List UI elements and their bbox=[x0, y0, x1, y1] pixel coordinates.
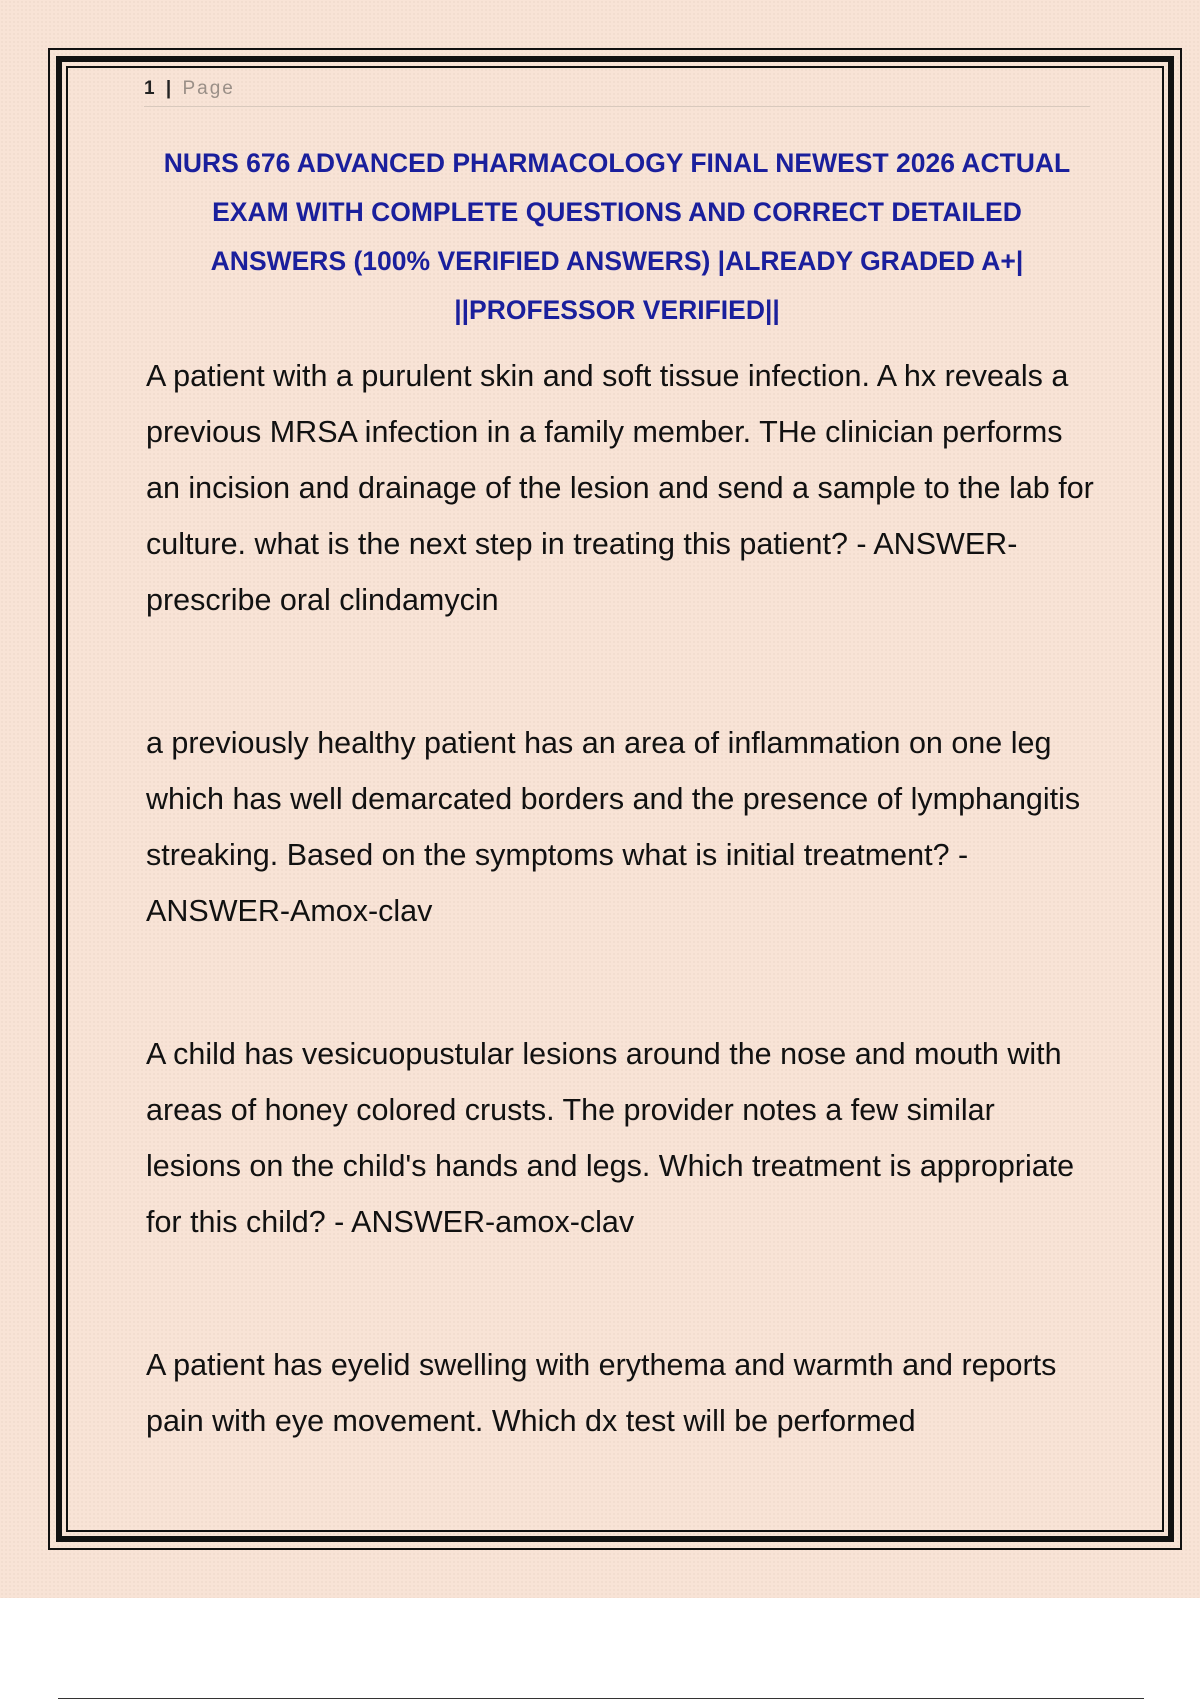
next-page-top-rule bbox=[58, 1698, 1144, 1699]
question-answer-4: A patient has eyelid swelling with erythema and warmth and reports pain with eye movement. Which dx test will be performed bbox=[146, 1348, 1057, 1438]
question-answer-2: a previously healthy patient has an area of inflammation on one leg which has well demarcated borders and the presence of lymphangitis streaking. Based on the symptoms what is initial treatment? - ANSWER-Amox-clav bbox=[146, 726, 1081, 928]
document-title: NURS 676 ADVANCED PHARMACOLOGY FINAL NEWEST 2026 ACTUAL EXAM WITH COMPLETE QUESTIONS AND CORRECT DETAILED ANSWERS (100% VERIFIED ANSWERS) |ALREADY GRADED A+| ||PROFESSOR VERIFIED|| bbox=[163, 148, 1071, 325]
document-body bbox=[146, 348, 1096, 1536]
question-answer-3: A child has vesicuopustular lesions around the nose and mouth with areas of honey colored crusts. The provider notes a few similar lesions on the child's hands and legs. Which treatment is appropriate for this child? - ANSWER-amox-clav bbox=[146, 1037, 1075, 1239]
page-header bbox=[144, 74, 1090, 107]
question-answer-1: A patient with a purulent skin and soft tissue infection. A hx reveals a previous MRSA infection in a family member. THe clinician performs an incision and drainage of the lesion and send a sample to the lab for culture. what is the next step in treating this patient? - ANSWER-prescribe oral clindamycin bbox=[146, 359, 1094, 617]
page-label: Page bbox=[182, 78, 235, 99]
page-number-separator: | bbox=[165, 78, 174, 99]
page-number: 1 bbox=[144, 78, 157, 99]
